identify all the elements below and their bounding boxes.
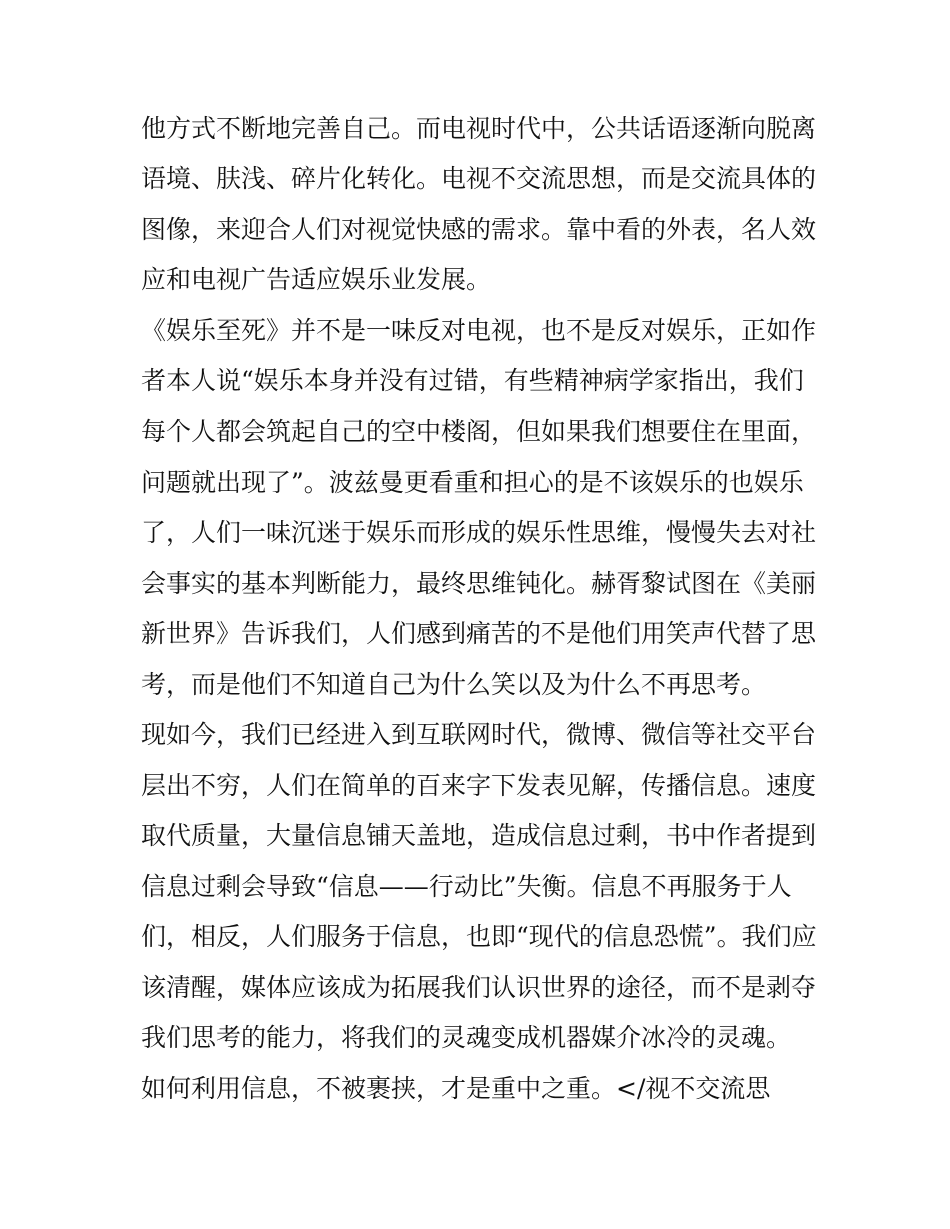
text-line: 每个人都会筑起自己的空中楼阁，但如果我们想要住在里面， (141, 417, 817, 446)
text-line: 信息过剩会导致“信息——行动比”失衡。信息不再服务于人 (141, 872, 792, 901)
text-line: 考，而是他们不知道自己为什么笑以及为什么不再思考。 (141, 670, 767, 699)
text-line: 者本人说“娱乐本身并没有过错，有些精神病学家指出，我们 (141, 366, 804, 395)
text-line: 他方式不断地完善自己。而电视时代中，公共话语逐渐向脱离 (141, 114, 817, 143)
text-line: 应和电视广告适应娱乐业发展。 (141, 265, 492, 294)
text-line: 语境、肤浅、碎片化转化。电视不交流思想，而是交流具体的 (141, 164, 817, 193)
text-line: 该清醒，媒体应该成为拓展我们认识世界的途径，而不是剥夺 (141, 973, 817, 1002)
text-line: 《娱乐至死》并不是一味反对电视，也不是反对娱乐，正如作 (141, 316, 817, 345)
text-line: 问题就出现了”。波兹曼更看重和担心的是不该娱乐的也娱乐 (141, 468, 804, 497)
text-line: 们，相反，人们服务于信息，也即“现代的信息恐慌”。我们应 (141, 922, 817, 951)
text-line: 现如今，我们已经进入到互联网时代，微博、微信等社交平台 (141, 720, 817, 749)
text-line: 取代质量，大量信息铺天盖地，造成信息过剩，书中作者提到 (141, 821, 817, 850)
text-line: 我们思考的能力，将我们的灵魂变成机器媒介冰冷的灵魂。 (141, 1023, 792, 1052)
text-line: 会事实的基本判断能力，最终思维钝化。赫胥黎试图在《美丽 (141, 569, 817, 598)
text-line: 层出不穷，人们在简单的百来字下发表见解，传播信息。速度 (141, 771, 817, 800)
text-line: 了，人们一味沉迷于娱乐而形成的娱乐性思维，慢慢失去对社 (141, 518, 817, 547)
text-line: 如何利用信息，不被裹挟，才是重中之重。</视不交流思 (141, 1074, 771, 1103)
text-line: 图像，来迎合人们对视觉快感的需求。靠中看的外表，名人效 (141, 215, 817, 244)
text-line: 新世界》告诉我们，人们感到痛苦的不是他们用笑声代替了思 (141, 619, 817, 648)
